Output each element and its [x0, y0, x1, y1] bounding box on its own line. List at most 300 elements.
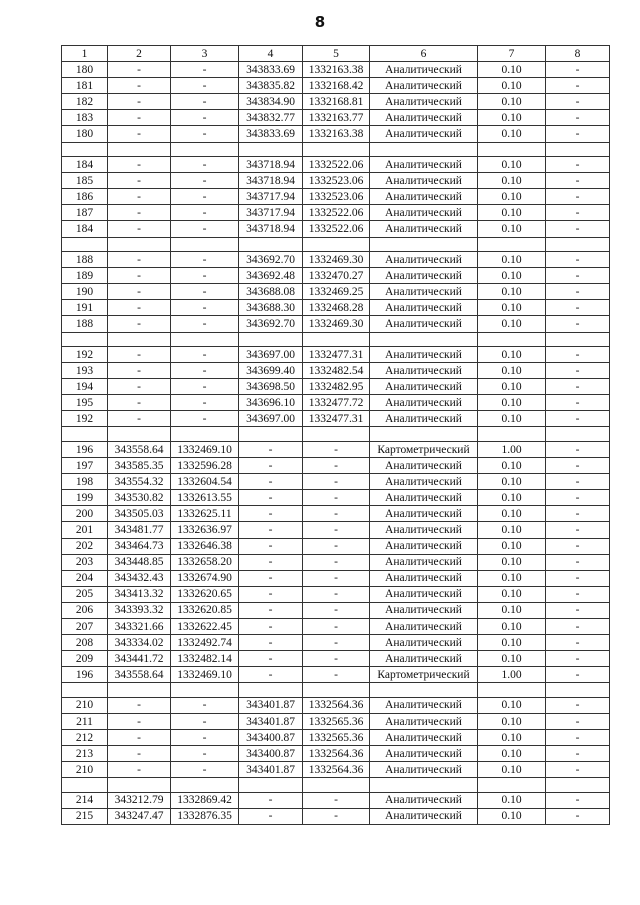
table-row	[62, 506, 610, 522]
table-cell: -	[239, 602, 303, 618]
table-cell: -	[171, 205, 239, 221]
spacer-row	[62, 427, 610, 442]
table-cell: 0.10	[478, 347, 546, 363]
table-cell: -	[108, 157, 171, 173]
table-cell	[370, 237, 478, 252]
table-cell: -	[546, 538, 610, 554]
table-cell: Аналитический	[370, 78, 478, 94]
table-row	[62, 667, 610, 683]
table-cell: Аналитический	[370, 300, 478, 316]
table-cell: Аналитический	[370, 635, 478, 651]
table-cell: -	[546, 441, 610, 457]
table-cell: -	[171, 94, 239, 110]
table-row	[62, 110, 610, 126]
table-cell: 0.10	[478, 268, 546, 284]
table-cell: 0.10	[478, 506, 546, 522]
table-row	[62, 379, 610, 395]
table-cell: -	[108, 78, 171, 94]
table-row	[62, 205, 610, 221]
table-cell: -	[108, 126, 171, 142]
table-cell: -	[171, 284, 239, 300]
header-row	[62, 46, 610, 62]
table-cell: -	[303, 667, 370, 683]
table-cell: 188	[62, 252, 108, 268]
table-cell: 1332876.35	[171, 808, 239, 824]
table-cell: 193	[62, 363, 108, 379]
table-cell: 1332468.28	[303, 300, 370, 316]
table-cell: 343432.43	[108, 570, 171, 586]
table-row	[62, 268, 610, 284]
table-cell: Аналитический	[370, 252, 478, 268]
table-cell: -	[546, 697, 610, 713]
table-cell: Аналитический	[370, 730, 478, 746]
table-cell: -	[171, 395, 239, 411]
table-cell: -	[546, 300, 610, 316]
table-cell: -	[546, 522, 610, 538]
table-cell: 343585.35	[108, 458, 171, 474]
table-cell: 1332523.06	[303, 173, 370, 189]
table-cell	[303, 427, 370, 442]
table-cell: -	[108, 94, 171, 110]
table-cell: -	[108, 205, 171, 221]
table-cell: -	[239, 635, 303, 651]
table-cell: -	[239, 522, 303, 538]
table-cell: 0.10	[478, 189, 546, 205]
table-cell	[62, 427, 108, 442]
table-cell: Аналитический	[370, 762, 478, 778]
table-cell: 1332482.14	[171, 651, 239, 667]
table-cell: 343688.08	[239, 284, 303, 300]
table-cell	[478, 237, 546, 252]
table-cell: 1332604.54	[171, 474, 239, 490]
table-cell: 343698.50	[239, 379, 303, 395]
table-cell: -	[239, 792, 303, 808]
table-cell: -	[546, 62, 610, 78]
table-cell: 343401.87	[239, 762, 303, 778]
table-cell: -	[108, 252, 171, 268]
table-cell: -	[303, 792, 370, 808]
table-cell: -	[171, 411, 239, 427]
table-cell: 0.10	[478, 538, 546, 554]
table-cell: Аналитический	[370, 554, 478, 570]
table-cell: 343558.64	[108, 441, 171, 457]
table-cell	[370, 683, 478, 698]
table-cell	[370, 142, 478, 157]
table-cell	[108, 683, 171, 698]
table-cell	[546, 778, 610, 793]
table-cell: 183	[62, 110, 108, 126]
table-cell: 0.10	[478, 157, 546, 173]
table-cell: 0.10	[478, 395, 546, 411]
table-cell: -	[546, 173, 610, 189]
table-cell: 196	[62, 667, 108, 683]
table-row	[62, 189, 610, 205]
table-cell: -	[546, 94, 610, 110]
table-cell: 343697.00	[239, 347, 303, 363]
table-cell: -	[546, 205, 610, 221]
table-cell	[546, 683, 610, 698]
table-cell: 0.10	[478, 746, 546, 762]
table-cell	[62, 778, 108, 793]
table-cell: Картометрический	[370, 667, 478, 683]
table-row	[62, 284, 610, 300]
table-cell: -	[171, 221, 239, 237]
table-cell: 212	[62, 730, 108, 746]
table-cell: Аналитический	[370, 651, 478, 667]
table-cell: 204	[62, 570, 108, 586]
table-cell: -	[546, 792, 610, 808]
table-cell: -	[546, 713, 610, 729]
table-cell: -	[303, 808, 370, 824]
table-cell: Аналитический	[370, 619, 478, 635]
table-row	[62, 792, 610, 808]
table-cell: 343212.79	[108, 792, 171, 808]
table-cell	[546, 237, 610, 252]
spacer-row	[62, 683, 610, 698]
table-cell: 0.10	[478, 490, 546, 506]
table-cell: 343400.87	[239, 746, 303, 762]
table-row	[62, 635, 610, 651]
table-cell: 343448.85	[108, 554, 171, 570]
table-row	[62, 300, 610, 316]
table-cell: 0.10	[478, 697, 546, 713]
table-cell	[239, 332, 303, 347]
table-cell: -	[546, 602, 610, 618]
table-cell: 1332469.10	[171, 441, 239, 457]
table-cell: 343718.94	[239, 221, 303, 237]
table-row	[62, 586, 610, 602]
table-cell: 343400.87	[239, 730, 303, 746]
table-cell	[303, 683, 370, 698]
table-row	[62, 697, 610, 713]
table-cell: -	[171, 347, 239, 363]
table-cell: 180	[62, 126, 108, 142]
table-cell: 1332469.10	[171, 667, 239, 683]
table-cell: -	[546, 506, 610, 522]
table-cell: -	[303, 635, 370, 651]
table-cell: 1332168.42	[303, 78, 370, 94]
table-cell: 1332482.95	[303, 379, 370, 395]
table-cell: 343558.64	[108, 667, 171, 683]
table-cell: 1332564.36	[303, 697, 370, 713]
table-cell: 203	[62, 554, 108, 570]
table-cell: -	[303, 651, 370, 667]
table-cell: 198	[62, 474, 108, 490]
table-cell	[108, 778, 171, 793]
table-cell: -	[239, 651, 303, 667]
table-cell: -	[546, 619, 610, 635]
table-cell: 343401.87	[239, 713, 303, 729]
table-cell: Аналитический	[370, 173, 478, 189]
table-cell: -	[108, 221, 171, 237]
table-cell: -	[239, 474, 303, 490]
table-cell: 196	[62, 441, 108, 457]
table-cell: Аналитический	[370, 522, 478, 538]
table-cell: 195	[62, 395, 108, 411]
table-cell: 343717.94	[239, 205, 303, 221]
table-row	[62, 78, 610, 94]
table-cell: 0.10	[478, 78, 546, 94]
table-cell: 194	[62, 379, 108, 395]
table-cell: 343835.82	[239, 78, 303, 94]
table-cell: Аналитический	[370, 697, 478, 713]
table-cell: 0.10	[478, 411, 546, 427]
table-cell	[171, 332, 239, 347]
table-cell	[303, 237, 370, 252]
table-cell: -	[108, 746, 171, 762]
table-cell: Аналитический	[370, 94, 478, 110]
table-cell: -	[171, 730, 239, 746]
table-cell: -	[108, 347, 171, 363]
table-body	[62, 62, 610, 825]
table-cell: 1332564.36	[303, 762, 370, 778]
table-cell: 343692.70	[239, 316, 303, 332]
table-cell: 206	[62, 602, 108, 618]
table-row	[62, 522, 610, 538]
table-cell: Аналитический	[370, 347, 478, 363]
table-cell: Аналитический	[370, 506, 478, 522]
table-cell: 0.10	[478, 316, 546, 332]
table-cell: 0.10	[478, 205, 546, 221]
table-cell: -	[108, 363, 171, 379]
table-cell: 1332477.72	[303, 395, 370, 411]
table-cell: 343441.72	[108, 651, 171, 667]
table-cell: -	[303, 586, 370, 602]
table-cell: 0.10	[478, 792, 546, 808]
table-cell	[478, 778, 546, 793]
table-cell	[478, 142, 546, 157]
table-cell: 0.10	[478, 221, 546, 237]
table-cell: 343464.73	[108, 538, 171, 554]
table-cell: 205	[62, 586, 108, 602]
table-cell	[478, 683, 546, 698]
table-cell: Аналитический	[370, 189, 478, 205]
table-cell: -	[546, 730, 610, 746]
spacer-row	[62, 332, 610, 347]
table-cell	[239, 142, 303, 157]
table-cell: 1332469.30	[303, 252, 370, 268]
table-cell: 1332565.36	[303, 713, 370, 729]
table-cell: -	[546, 746, 610, 762]
column-header: 5	[303, 46, 370, 62]
table-cell: -	[171, 762, 239, 778]
table-row	[62, 808, 610, 824]
table-cell: -	[171, 78, 239, 94]
table-cell: -	[108, 173, 171, 189]
table-cell: 343697.00	[239, 411, 303, 427]
table-cell: 343481.77	[108, 522, 171, 538]
table-row	[62, 221, 610, 237]
table-cell: 213	[62, 746, 108, 762]
table-row	[62, 474, 610, 490]
table-cell: 0.10	[478, 173, 546, 189]
table-cell: 214	[62, 792, 108, 808]
table-cell: 182	[62, 94, 108, 110]
table-cell: -	[546, 474, 610, 490]
table-cell: 1332469.25	[303, 284, 370, 300]
table-cell: 185	[62, 173, 108, 189]
table-cell: 181	[62, 78, 108, 94]
table-cell: 343334.02	[108, 635, 171, 651]
table-cell: -	[546, 667, 610, 683]
table-cell	[303, 778, 370, 793]
table-cell: 1332523.06	[303, 189, 370, 205]
table-cell: -	[546, 458, 610, 474]
table-cell: 1332168.81	[303, 94, 370, 110]
table-cell: 180	[62, 62, 108, 78]
column-header: 3	[171, 46, 239, 62]
table-cell: -	[303, 490, 370, 506]
table-cell: 343321.66	[108, 619, 171, 635]
table-cell: 0.10	[478, 474, 546, 490]
table-cell: -	[546, 762, 610, 778]
table-cell: 343692.48	[239, 268, 303, 284]
table-cell: Аналитический	[370, 221, 478, 237]
table-cell: -	[108, 62, 171, 78]
table-cell: -	[108, 762, 171, 778]
table-cell	[171, 683, 239, 698]
table-row	[62, 538, 610, 554]
table-cell: -	[239, 667, 303, 683]
table-row	[62, 651, 610, 667]
table-row	[62, 490, 610, 506]
table-cell: -	[171, 189, 239, 205]
table-cell: -	[303, 441, 370, 457]
table-row	[62, 762, 610, 778]
table-cell: 1332613.55	[171, 490, 239, 506]
table-cell: 1332522.06	[303, 205, 370, 221]
table-cell: 343718.94	[239, 173, 303, 189]
table-cell: -	[171, 713, 239, 729]
table-cell: -	[108, 189, 171, 205]
table-cell: 192	[62, 411, 108, 427]
column-header: 4	[239, 46, 303, 62]
table-cell: -	[108, 110, 171, 126]
table-cell: 0.10	[478, 762, 546, 778]
table-cell	[239, 427, 303, 442]
table-cell	[108, 332, 171, 347]
table-cell	[171, 427, 239, 442]
table-cell	[171, 778, 239, 793]
table-cell: Аналитический	[370, 157, 478, 173]
table-cell: 0.10	[478, 458, 546, 474]
table-cell	[62, 237, 108, 252]
table-cell: 1332163.77	[303, 110, 370, 126]
table-cell: -	[171, 126, 239, 142]
table-cell: 1332482.54	[303, 363, 370, 379]
table-cell: 343696.10	[239, 395, 303, 411]
table-cell: 1332646.38	[171, 538, 239, 554]
table-cell: 184	[62, 157, 108, 173]
table-cell: 0.10	[478, 522, 546, 538]
table-cell: -	[171, 697, 239, 713]
table-cell	[546, 332, 610, 347]
table-cell: Аналитический	[370, 458, 478, 474]
table-cell: 1332163.38	[303, 62, 370, 78]
table-cell: -	[303, 570, 370, 586]
coordinates-table	[61, 45, 610, 825]
table-cell: -	[546, 157, 610, 173]
table-cell: 343393.32	[108, 602, 171, 618]
table-cell: Аналитический	[370, 284, 478, 300]
table-row	[62, 619, 610, 635]
table-cell: -	[108, 697, 171, 713]
table-cell: 190	[62, 284, 108, 300]
table-cell: 1.00	[478, 441, 546, 457]
table-cell: 1332564.36	[303, 746, 370, 762]
table-cell: Аналитический	[370, 205, 478, 221]
table-cell: 343717.94	[239, 189, 303, 205]
table-cell: 0.10	[478, 363, 546, 379]
table-cell: 0.10	[478, 730, 546, 746]
table-cell	[171, 142, 239, 157]
table-cell: Аналитический	[370, 110, 478, 126]
table-cell: 184	[62, 221, 108, 237]
column-header: 1	[62, 46, 108, 62]
table-cell: 343505.03	[108, 506, 171, 522]
table-cell: 0.10	[478, 602, 546, 618]
table-cell: 0.10	[478, 713, 546, 729]
table-cell: -	[546, 284, 610, 300]
table-cell: 0.10	[478, 284, 546, 300]
table-row	[62, 157, 610, 173]
table-cell: 0.10	[478, 126, 546, 142]
table-cell: 343718.94	[239, 157, 303, 173]
table-cell: 211	[62, 713, 108, 729]
table-cell: 0.10	[478, 110, 546, 126]
table-row	[62, 126, 610, 142]
table-cell: Аналитический	[370, 395, 478, 411]
table-cell: Аналитический	[370, 379, 478, 395]
table-cell: 210	[62, 762, 108, 778]
table-cell: Аналитический	[370, 746, 478, 762]
table-cell: Аналитический	[370, 411, 478, 427]
table-cell	[62, 683, 108, 698]
table-cell: -	[546, 635, 610, 651]
table-cell: -	[239, 570, 303, 586]
table-cell: -	[171, 62, 239, 78]
table-cell: 343688.30	[239, 300, 303, 316]
table-row	[62, 602, 610, 618]
table-row	[62, 62, 610, 78]
table-cell: 201	[62, 522, 108, 538]
table-cell: -	[171, 363, 239, 379]
table-cell: -	[239, 506, 303, 522]
table-cell	[370, 778, 478, 793]
table-cell: -	[171, 173, 239, 189]
table-cell: 1332620.65	[171, 586, 239, 602]
table-cell: 1332522.06	[303, 157, 370, 173]
table-cell: -	[546, 395, 610, 411]
table-cell	[239, 778, 303, 793]
table-cell: -	[303, 522, 370, 538]
table-cell: -	[108, 411, 171, 427]
table-cell: -	[303, 619, 370, 635]
table-cell: 200	[62, 506, 108, 522]
table-cell: -	[239, 619, 303, 635]
table-cell: 343834.90	[239, 94, 303, 110]
table-cell	[239, 683, 303, 698]
spacer-row	[62, 778, 610, 793]
table-row	[62, 316, 610, 332]
table-cell: -	[546, 651, 610, 667]
table-cell	[370, 427, 478, 442]
table-cell: Аналитический	[370, 570, 478, 586]
table-cell: 197	[62, 458, 108, 474]
table-cell: -	[546, 554, 610, 570]
table-cell: 202	[62, 538, 108, 554]
table-row	[62, 94, 610, 110]
